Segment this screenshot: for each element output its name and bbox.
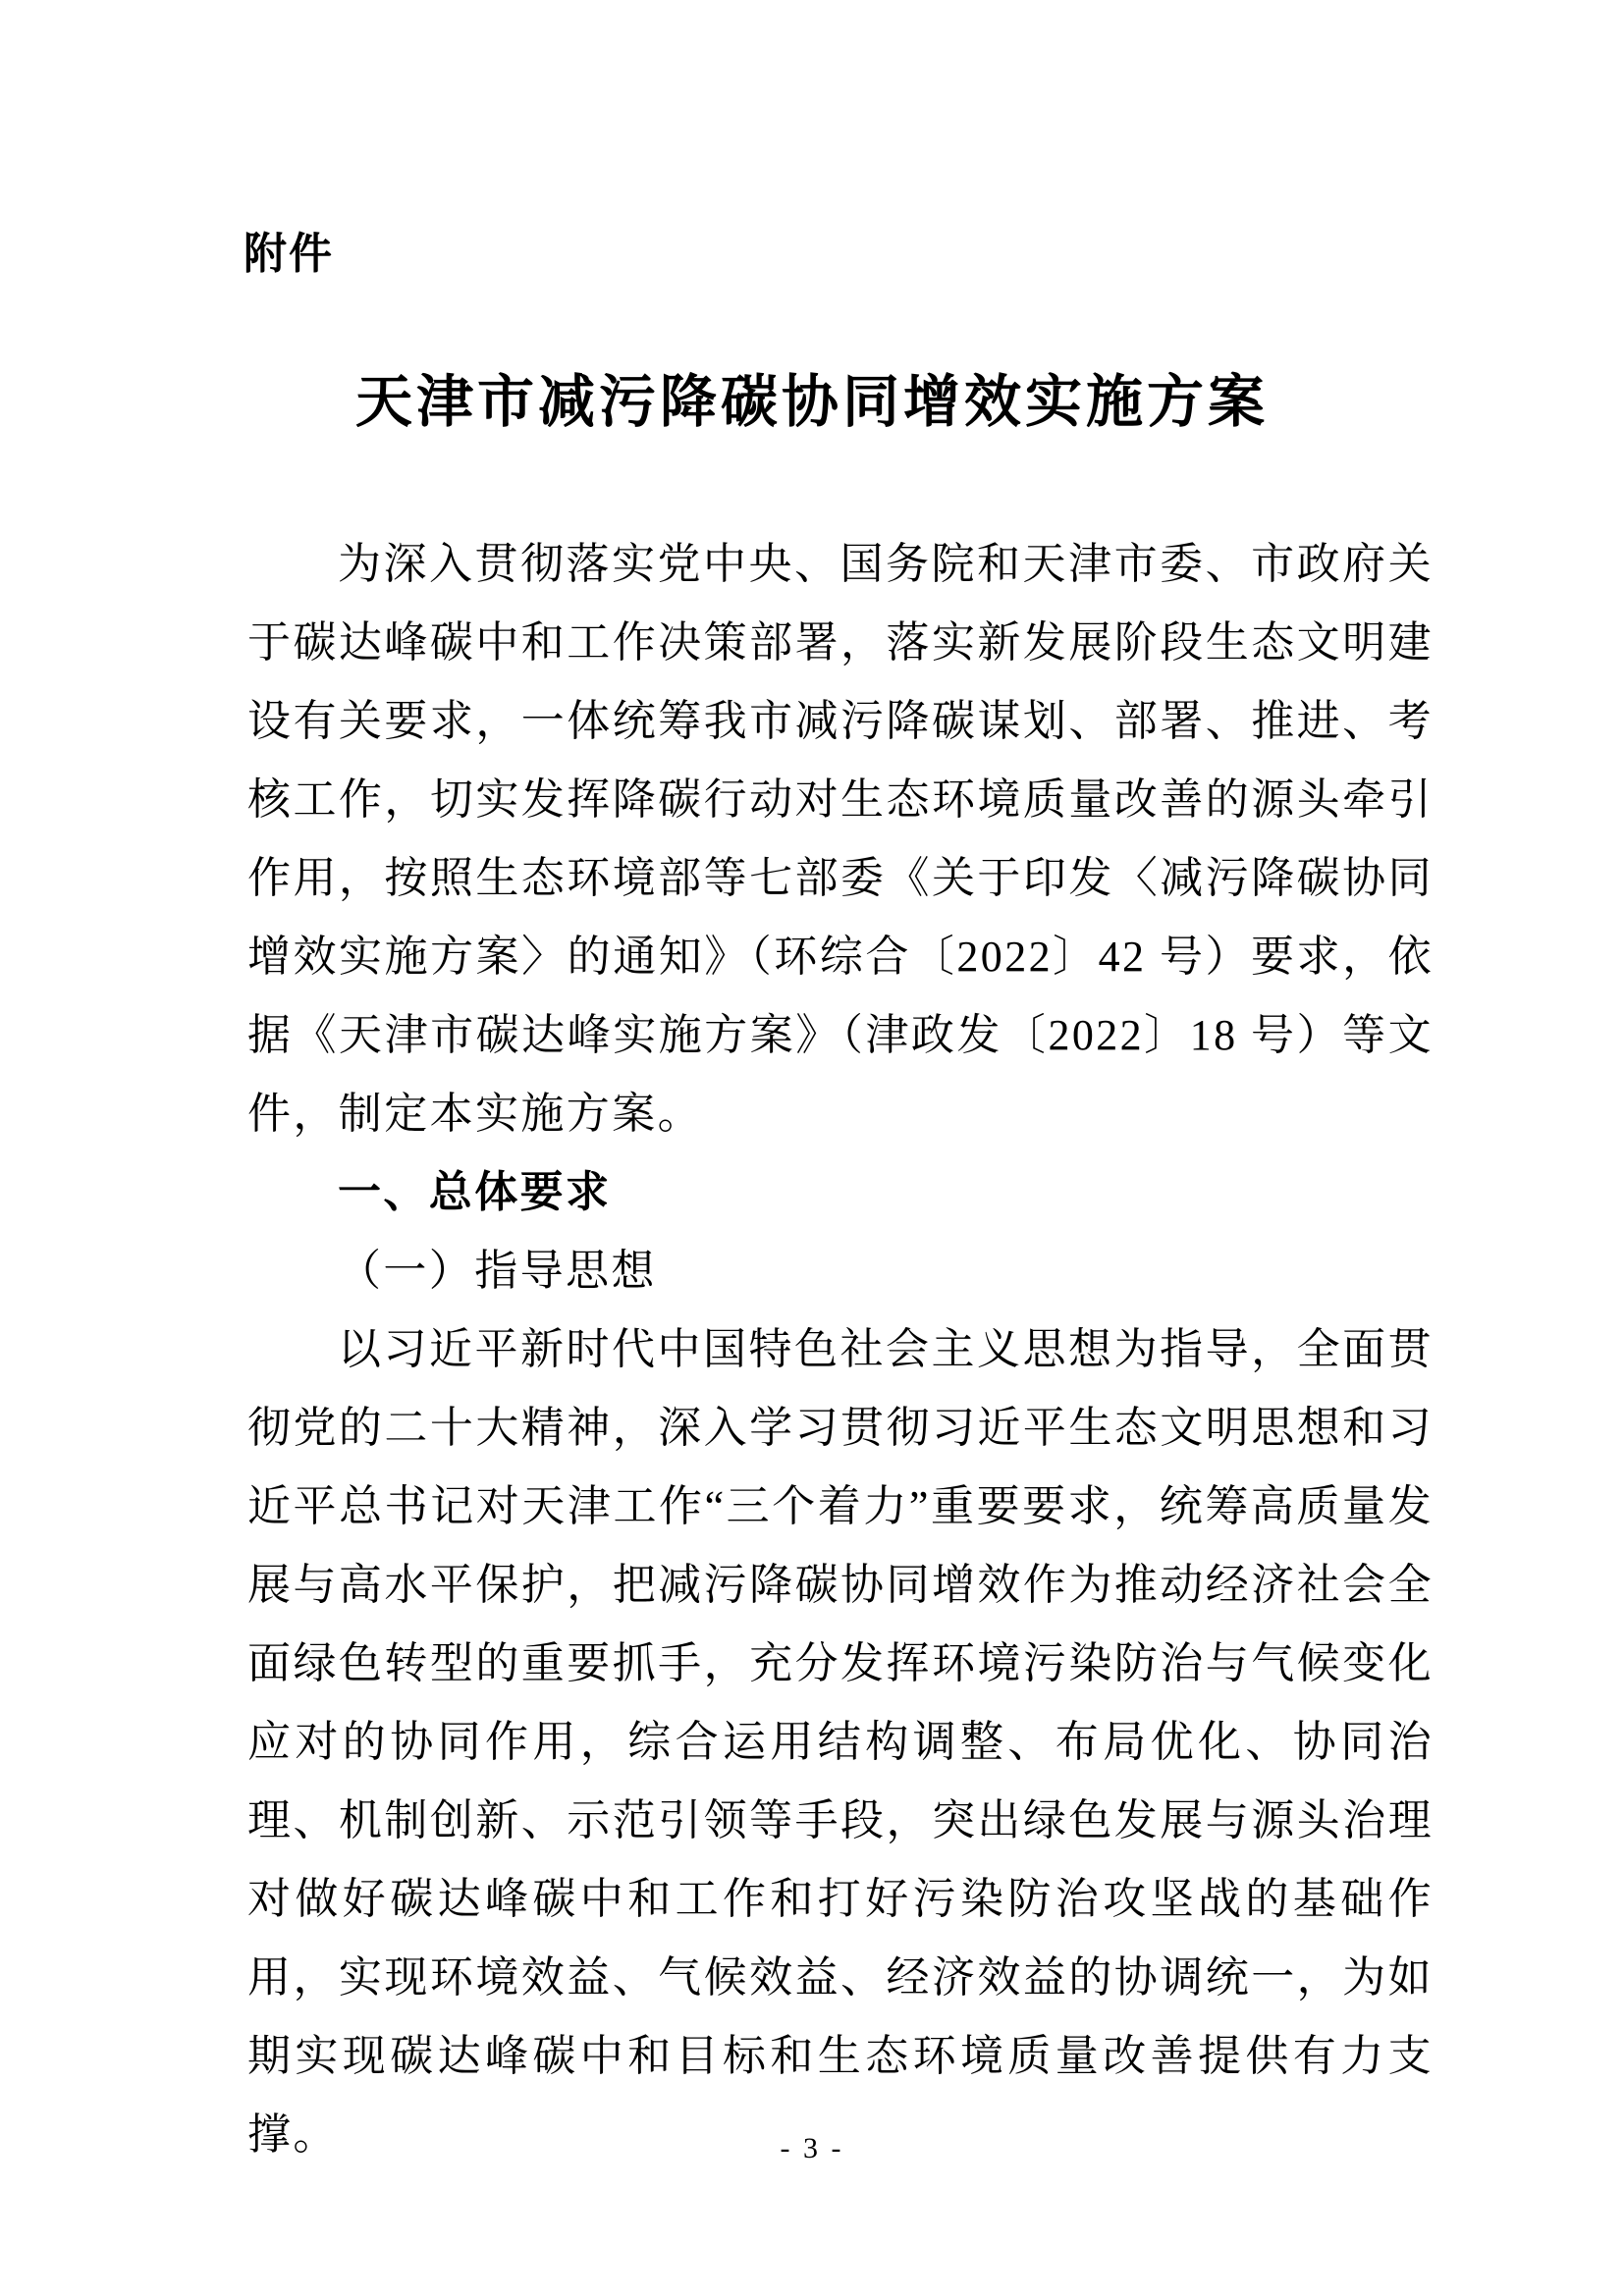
attachment-label: 附件 (244, 230, 334, 278)
paragraph-intro: 为深入贯彻落实党中央、国务院和天津市委、市政府关于碳达峰碳中和工作决策部署，落实新发展阶段生态文明建设有关要求，一体统筹我市减污降碳谋划、部署、推进、考核工作，切实发挥降碳行动对生态环境质量改善的源头牵引作用，按照生态环境部等七部委《关于印发〈减污降碳协同增效实施方案〉的通知》（环综合〔2022〕42 号）要求，依据《天津市碳达峰实施方案》（津政发〔2022〕18 号）等文件，制定本实施方案。 (247, 540, 1434, 1138)
document-title: 天津市减污降碳协同增效实施方案 (354, 370, 1269, 434)
paragraph-guiding-ideology: 以习近平新时代中国特色社会主义思想为指导，全面贯彻党的二十大精神，深入学习贯彻习近平生态文明思想和习近平总书记对天津工作“三个着力”重要要求，统筹高质量发展与高水平保护，把减污降碳协同增效作为推动经济社会全面绿色转型的重要抓手，充分发挥环境污染防治与气候变化应对的协同作用，综合运用结构调整、布局优化、协同治理、机制创新、示范引领等手段，突出绿色发展与源头治理对做好碳达峰碳中和工作和打好污染防治攻坚战的基础作用，实现环境效益、气候效益、经济效益的协调统一，为如期实现碳达峰碳中和目标和生态环境质量改善提供有力支撑。 (247, 1325, 1434, 2159)
section-heading-overall-requirements: 一、总体要求 (338, 1168, 612, 1216)
page-number: - 3 - (780, 2132, 844, 2164)
document-body (247, 525, 1434, 2174)
subsection-heading-guiding-ideology: （一）指导思想 (338, 1247, 657, 1295)
